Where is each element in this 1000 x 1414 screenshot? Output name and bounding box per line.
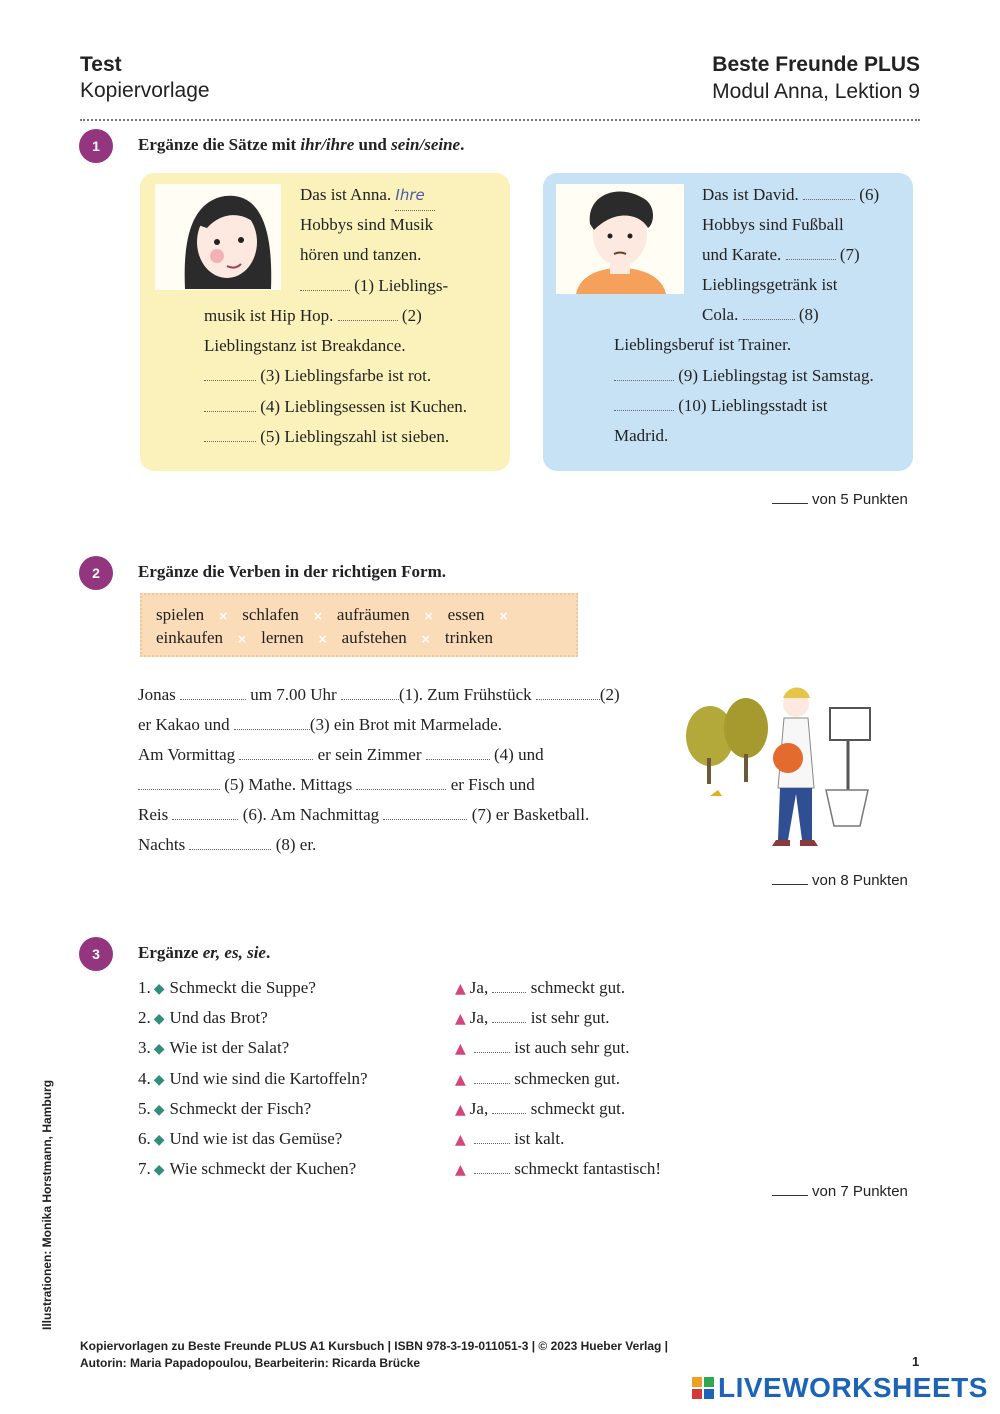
question-row-5: 5. ◆ Schmeckt der Fisch? (138, 1099, 312, 1118)
boy-basketball-icon (680, 678, 880, 856)
answer-row-7: ▲ schmeckt fantastisch! (455, 1159, 662, 1178)
anna-text-line-6: Lieblingstanz ist Breakdance. (204, 336, 406, 355)
pronoun-blank-3[interactable] (474, 1039, 510, 1053)
verb-word: aufräumen (336, 605, 410, 624)
david-face-icon (556, 184, 684, 294)
blank-verb-6a[interactable] (356, 776, 446, 790)
blank-10[interactable] (614, 397, 674, 411)
anna-text-line-7: (3) Lieblingsfarbe ist rot. (204, 361, 431, 391)
verb-word: lernen (261, 628, 304, 647)
pronoun-blank-6[interactable] (474, 1130, 510, 1144)
pronoun-blank-4[interactable] (474, 1070, 510, 1084)
diamond-icon: ◆ (153, 1132, 165, 1148)
task-1-number: 1 (79, 129, 113, 163)
verb-word: einkaufen (156, 628, 224, 647)
triangle-icon: ▲ (455, 1041, 466, 1057)
diamond-icon: ◆ (153, 1102, 165, 1118)
answer-row-4: ▲ schmecken gut. (455, 1069, 621, 1088)
blank-9[interactable] (614, 367, 674, 381)
answer-row-6: ▲ ist kalt. (455, 1129, 565, 1148)
answer-row-1: ▲ Ja, schmeckt gut. (455, 978, 626, 997)
separator-icon: × (420, 632, 431, 646)
blank-6[interactable] (803, 186, 855, 200)
triangle-icon: ▲ (455, 1011, 466, 1027)
task-2-line-6: Nachts (8) er. (138, 835, 317, 854)
triangle-icon: ▲ (455, 1162, 466, 1178)
task-2-line-1: Jonas um 7.00 Uhr (1). Zum Frühstück (2) (138, 685, 620, 704)
anna-text-line-8: (4) Lieblingsessen ist Kuchen. (204, 392, 467, 422)
anna-text-line-1: Das ist Anna. Ihre (300, 180, 435, 211)
anna-text-line-2: Hobbys sind Musik (300, 215, 434, 234)
illustration-credit: Illustrationen: Monika Horstmann, Hamburg (40, 1079, 54, 1330)
anna-portrait (155, 184, 281, 290)
triangle-icon: ▲ (455, 1072, 466, 1088)
blank-verb-8[interactable] (189, 836, 271, 850)
diamond-icon: ◆ (153, 1041, 165, 1057)
question-row-4: 4. ◆ Und wie sind die Kartoffeln? (138, 1069, 368, 1088)
task-1-instruction: Ergänze die Sätze mit ihr/ihre und sein/seine. (138, 135, 465, 154)
anna-text-line-5: musik ist Hip Hop. (2) (204, 306, 422, 325)
verb-word: aufstehen (341, 628, 407, 647)
separator-icon: × (317, 632, 328, 646)
david-text-line-6: Lieblingsberuf ist Trainer. (614, 335, 792, 354)
separator-icon: × (218, 609, 229, 623)
score-blank[interactable] (772, 503, 808, 504)
question-row-7: 7. ◆ Wie schmeckt der Kuchen? (138, 1159, 357, 1178)
david-text-line-7: (9) Lieblingstag ist Samstag. (614, 361, 874, 391)
blank-verb-6b[interactable] (172, 806, 238, 820)
header-right (712, 52, 920, 106)
david-text-line-4: Lieblingsgetränk ist (702, 275, 838, 294)
task-2-instruction: Ergänze die Verben in der richtigen Form. (138, 562, 447, 581)
verb-word: essen (447, 605, 485, 624)
liveworksheets-watermark: LIVEWORKSHEETS (692, 1372, 988, 1404)
jonas-basketball-illustration (680, 678, 880, 856)
verb-row-1 (156, 605, 523, 625)
blank-verb-7[interactable] (383, 806, 467, 820)
footer-copyright: Kopiervorlagen zu Beste Freunde PLUS A1 Kursbuch | ISBN 978-3-19-011051-3 | © 2023 Hueber Verlag | Autorin: Maria Papadopoulou, Bearbeiterin: Ricarda Brücke (80, 1339, 669, 1370)
anna-text-line-3: hören und tanzen. (300, 245, 422, 264)
diamond-icon: ◆ (153, 1162, 165, 1178)
verb-row-2 (156, 628, 493, 648)
task-3-instruction: Ergänze er, es, sie. (138, 943, 271, 962)
pronoun-blank-2[interactable] (492, 1009, 526, 1023)
pronoun-blank-5[interactable] (492, 1100, 526, 1114)
anna-text-line-4: (1) Lieblings- (300, 271, 448, 301)
blank-verb-3[interactable] (234, 716, 310, 730)
diamond-icon: ◆ (153, 1011, 165, 1027)
liveworksheets-logo-icon (692, 1377, 714, 1399)
verb-word: schlafen (242, 605, 299, 624)
blank-verb-1a[interactable] (180, 686, 246, 700)
task-3-score: von 7 Punkten (772, 1183, 908, 1200)
david-text-line-8: (10) Lieblingsstadt ist (614, 391, 827, 421)
separator-icon: × (237, 632, 248, 646)
answer-row-2: ▲ Ja, ist sehr gut. (455, 1008, 610, 1027)
separator-icon: × (423, 609, 434, 623)
task-3-number: 3 (79, 937, 113, 971)
answer-row-5: ▲ Ja, schmeckt gut. (455, 1099, 626, 1118)
page-number: 1 (912, 1354, 920, 1369)
blank-verb-1b[interactable] (341, 686, 399, 700)
question-row-1: 1. ◆ Schmeckt die Suppe? (138, 978, 316, 997)
task-1-score: von 5 Punkten (772, 491, 908, 508)
header-divider (80, 119, 920, 121)
header-copy-template-label: Kopiervorlage (80, 79, 210, 102)
david-text-line-1: Das ist David. (6) (702, 185, 880, 204)
header-test-label: Test (80, 53, 122, 76)
david-text-line-9: Madrid. (614, 426, 669, 445)
blank-3[interactable] (204, 367, 256, 381)
separator-icon: × (498, 609, 509, 623)
blank-verb-4b[interactable] (426, 746, 490, 760)
triangle-icon: ▲ (455, 1132, 466, 1148)
triangle-icon: ▲ (455, 1102, 466, 1118)
anna-text-line-9: (5) Lieblingszahl ist sieben. (204, 422, 449, 452)
blank-8[interactable] (743, 306, 795, 320)
blank-1[interactable] (300, 277, 350, 291)
blank-2[interactable] (338, 307, 398, 321)
task-2-line-3: Am Vormittag er sein Zimmer (4) und (138, 745, 544, 764)
pronoun-blank-1[interactable] (492, 979, 526, 993)
separator-icon: × (312, 609, 323, 623)
module-lesson: Modul Anna, Lektion 9 (712, 80, 920, 103)
david-text-line-2: Hobbys sind Fußball (702, 215, 844, 234)
book-title: Beste Freunde PLUS (712, 53, 920, 76)
verb-word: trinken (444, 628, 493, 647)
david-text-line-5: Cola. (8) (702, 305, 819, 324)
verb-word-box (140, 593, 578, 657)
david-text-line-3: und Karate. (7) (702, 245, 860, 264)
diamond-icon: ◆ (153, 1072, 165, 1088)
answer-row-3: ▲ ist auch sehr gut. (455, 1038, 630, 1057)
diamond-icon: ◆ (153, 981, 165, 997)
task-2-score: von 8 Punkten (772, 872, 908, 889)
question-row-3: 3. ◆ Wie ist der Salat? (138, 1038, 290, 1057)
david-portrait (556, 184, 684, 294)
question-row-2: 2. ◆ Und das Brot? (138, 1008, 268, 1027)
anna-face-icon (155, 184, 281, 290)
blank-verb-5[interactable] (138, 776, 220, 790)
pronoun-blank-7[interactable] (474, 1160, 510, 1174)
verb-word: spielen (156, 605, 205, 624)
header-left (80, 52, 210, 104)
blank-verb-2[interactable] (536, 686, 600, 700)
question-row-6: 6. ◆ Und wie ist das Gemüse? (138, 1129, 343, 1148)
score-blank[interactable] (772, 1195, 808, 1196)
anna-answer-example: Ihre (395, 180, 435, 211)
blank-5[interactable] (204, 428, 256, 442)
task-2-line-2: er Kakao und (3) ein Brot mit Marmelade. (138, 715, 502, 734)
blank-verb-4a[interactable] (239, 746, 313, 760)
blank-7[interactable] (786, 246, 836, 260)
triangle-icon: ▲ (455, 981, 466, 997)
task-2-line-4: (5) Mathe. Mittags er Fisch und (138, 770, 535, 800)
task-2-line-5: Reis (6). Am Nachmittag (7) er Basketball. (138, 805, 590, 824)
blank-4[interactable] (204, 398, 256, 412)
task-2-number: 2 (79, 556, 113, 590)
score-blank[interactable] (772, 884, 808, 885)
